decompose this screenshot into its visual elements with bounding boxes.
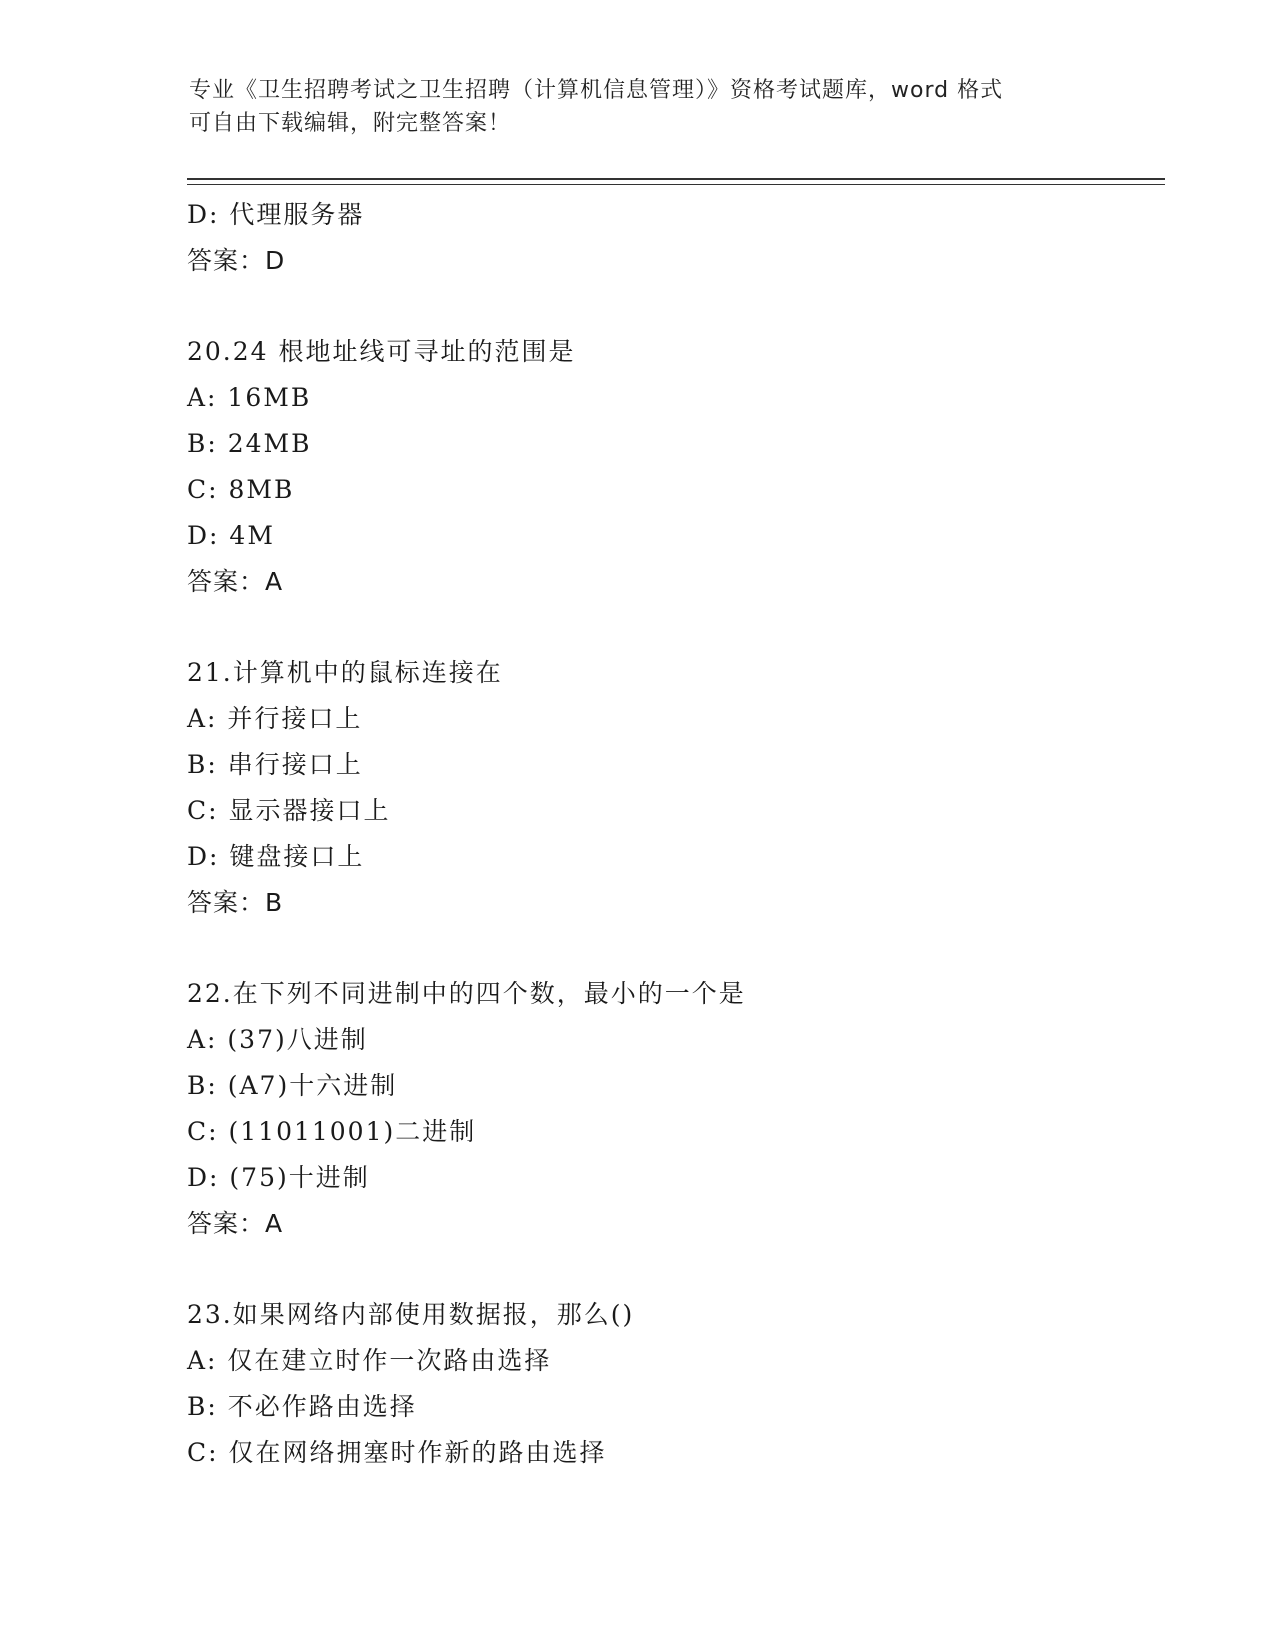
spacer	[187, 1247, 1147, 1292]
question-list	[187, 192, 1147, 1476]
answer: 答案：A	[187, 567, 284, 596]
carryover-option-d: D: 代理服务器	[187, 200, 365, 229]
option-a: A: 16MB	[187, 383, 312, 412]
question-stem: 21.计算机中的鼠标连接在	[187, 658, 503, 687]
option-c: C: 显示器接口上	[187, 796, 391, 825]
header-line-1: 专业《卫生招聘考试之卫生招聘（计算机信息管理）》资格考试题库，word 格式	[189, 78, 1004, 103]
answer: 答案：B	[187, 888, 284, 917]
option-b: B: 不必作路由选择	[187, 1392, 417, 1421]
option-c: C: 8MB	[187, 475, 295, 504]
spacer	[187, 284, 1147, 329]
question-23	[187, 1292, 1147, 1476]
spacer	[187, 926, 1147, 971]
option-d: D: (75)十进制	[187, 1163, 370, 1192]
question-21	[187, 650, 1147, 926]
option-b: B: (A7)十六进制	[187, 1071, 398, 1100]
document-header	[189, 74, 1089, 140]
question-stem: 20.24 根地址线可寻址的范围是	[187, 337, 576, 366]
option-d: D: 4M	[187, 521, 275, 550]
question-stem: 22.在下列不同进制中的四个数，最小的一个是	[187, 979, 746, 1008]
question-20	[187, 329, 1147, 605]
option-b: B: 串行接口上	[187, 750, 363, 779]
question-stem: 23.如果网络内部使用数据报，那么()	[187, 1300, 635, 1329]
spacer	[187, 605, 1147, 650]
header-divider-thin	[187, 184, 1165, 185]
option-c: C: 仅在网络拥塞时作新的路由选择	[187, 1438, 607, 1467]
option-a: A: 并行接口上	[187, 704, 363, 733]
option-d: D: 键盘接口上	[187, 842, 365, 871]
header-divider-thick	[187, 178, 1165, 180]
answer: 答案：A	[187, 1209, 284, 1238]
header-line-2: 可自由下载编辑，附完整答案！	[189, 111, 512, 136]
option-a: A: 仅在建立时作一次路由选择	[187, 1346, 552, 1375]
option-a: A: (37)八进制	[187, 1025, 368, 1054]
question-22	[187, 971, 1147, 1247]
option-c: C: (11011001)二进制	[187, 1117, 477, 1146]
option-b: B: 24MB	[187, 429, 312, 458]
carryover-answer: 答案：D	[187, 246, 286, 275]
